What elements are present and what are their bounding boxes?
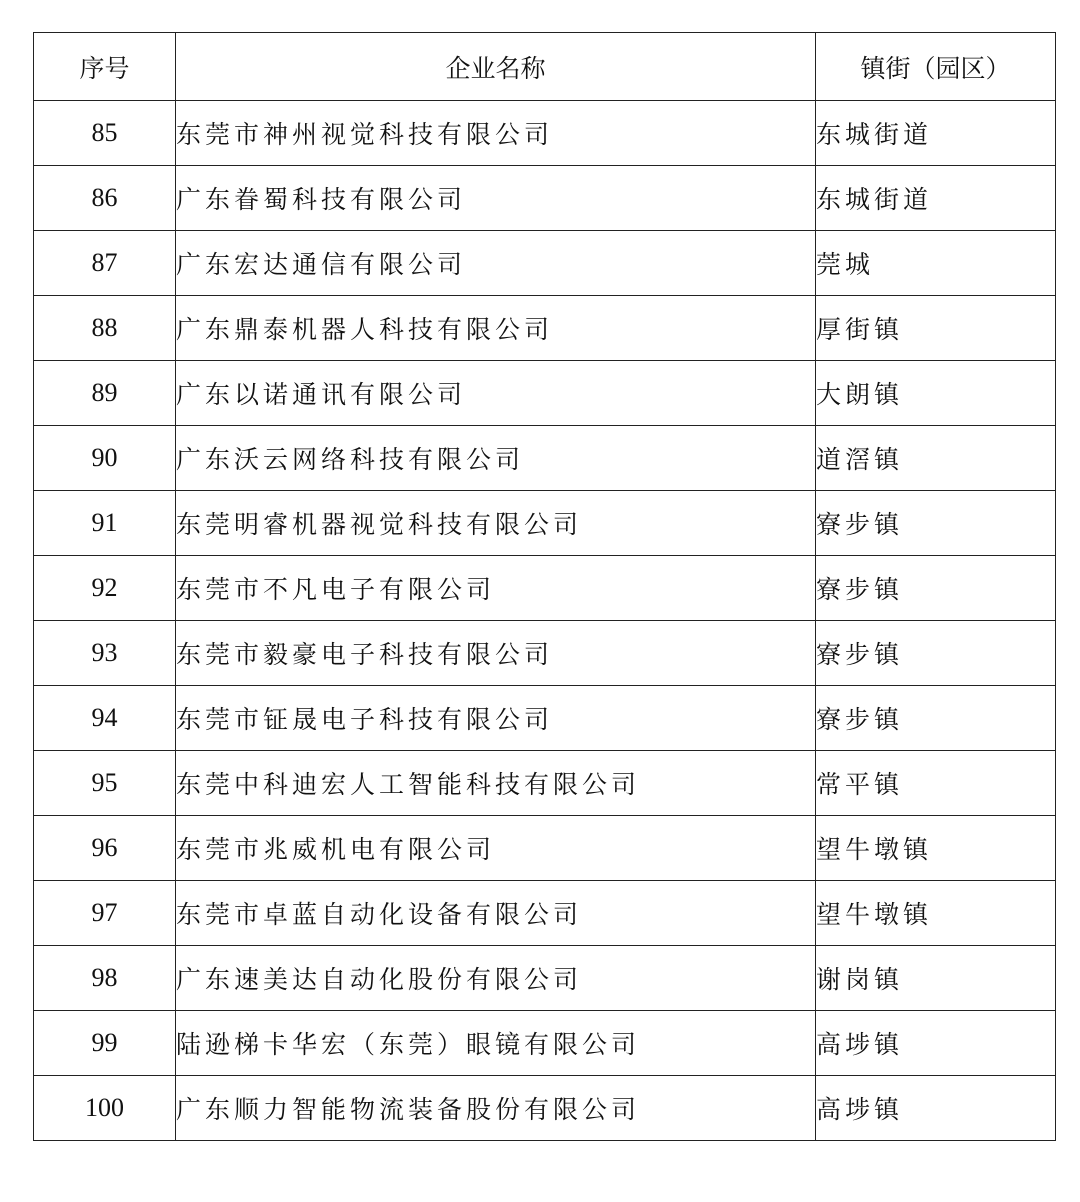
table-row <box>34 166 1056 231</box>
table-row <box>34 686 1056 751</box>
row-company-name: 广东眷蜀科技有限公司 <box>176 166 816 231</box>
table-row <box>34 946 1056 1011</box>
row-town: 莞城 <box>816 231 1056 296</box>
row-town: 望牛墩镇 <box>816 816 1056 881</box>
row-town: 寮步镇 <box>816 686 1056 751</box>
row-company-name: 广东宏达通信有限公司 <box>176 231 816 296</box>
table-row <box>34 881 1056 946</box>
row-town: 大朗镇 <box>816 361 1056 426</box>
table-row <box>34 621 1056 686</box>
row-town: 寮步镇 <box>816 491 1056 556</box>
table-row <box>34 556 1056 621</box>
row-company-name: 东莞市卓蓝自动化设备有限公司 <box>176 881 816 946</box>
row-town: 高埗镇 <box>816 1076 1056 1141</box>
row-serial-number: 93 <box>34 621 176 686</box>
row-serial-number: 90 <box>34 426 176 491</box>
row-company-name: 广东以诺通讯有限公司 <box>176 361 816 426</box>
table-row <box>34 361 1056 426</box>
table-row <box>34 816 1056 881</box>
row-town: 寮步镇 <box>816 556 1056 621</box>
table-row <box>34 491 1056 556</box>
row-serial-number: 91 <box>34 491 176 556</box>
table-body <box>34 101 1056 1141</box>
header-town: 镇街（园区） <box>816 33 1056 101</box>
row-company-name: 东莞中科迪宏人工智能科技有限公司 <box>176 751 816 816</box>
row-serial-number: 99 <box>34 1011 176 1076</box>
header-company-name: 企业名称 <box>176 33 816 101</box>
table-row <box>34 101 1056 166</box>
header-row <box>34 33 1056 101</box>
row-serial-number: 95 <box>34 751 176 816</box>
row-company-name: 东莞市毅豪电子科技有限公司 <box>176 621 816 686</box>
row-serial-number: 85 <box>34 101 176 166</box>
row-town: 望牛墩镇 <box>816 881 1056 946</box>
table-row <box>34 426 1056 491</box>
row-company-name: 东莞市兆威机电有限公司 <box>176 816 816 881</box>
row-serial-number: 86 <box>34 166 176 231</box>
row-serial-number: 87 <box>34 231 176 296</box>
row-serial-number: 89 <box>34 361 176 426</box>
table-row <box>34 1011 1056 1076</box>
table-row <box>34 296 1056 361</box>
row-town: 东城街道 <box>816 166 1056 231</box>
row-serial-number: 94 <box>34 686 176 751</box>
header-serial-number: 序号 <box>34 33 176 101</box>
table-row <box>34 231 1056 296</box>
row-company-name: 陆逊梯卡华宏（东莞）眼镜有限公司 <box>176 1011 816 1076</box>
row-town: 高埗镇 <box>816 1011 1056 1076</box>
row-company-name: 广东顺力智能物流装备股份有限公司 <box>176 1076 816 1141</box>
row-serial-number: 88 <box>34 296 176 361</box>
row-town: 道滘镇 <box>816 426 1056 491</box>
row-company-name: 广东速美达自动化股份有限公司 <box>176 946 816 1011</box>
row-serial-number: 100 <box>34 1076 176 1141</box>
row-serial-number: 97 <box>34 881 176 946</box>
row-company-name: 东莞市不凡电子有限公司 <box>176 556 816 621</box>
row-town: 寮步镇 <box>816 621 1056 686</box>
row-town: 谢岗镇 <box>816 946 1056 1011</box>
row-serial-number: 92 <box>34 556 176 621</box>
row-company-name: 广东鼎泰机器人科技有限公司 <box>176 296 816 361</box>
row-company-name: 东莞明睿机器视觉科技有限公司 <box>176 491 816 556</box>
row-serial-number: 98 <box>34 946 176 1011</box>
company-table <box>33 32 1056 1141</box>
row-town: 厚街镇 <box>816 296 1056 361</box>
row-company-name: 东莞市钲晟电子科技有限公司 <box>176 686 816 751</box>
row-serial-number: 96 <box>34 816 176 881</box>
row-company-name: 广东沃云网络科技有限公司 <box>176 426 816 491</box>
table-header <box>34 33 1056 101</box>
table-row <box>34 751 1056 816</box>
row-company-name: 东莞市神州视觉科技有限公司 <box>176 101 816 166</box>
document-page <box>33 32 1055 1173</box>
row-town: 常平镇 <box>816 751 1056 816</box>
row-town: 东城街道 <box>816 101 1056 166</box>
table-row <box>34 1076 1056 1141</box>
